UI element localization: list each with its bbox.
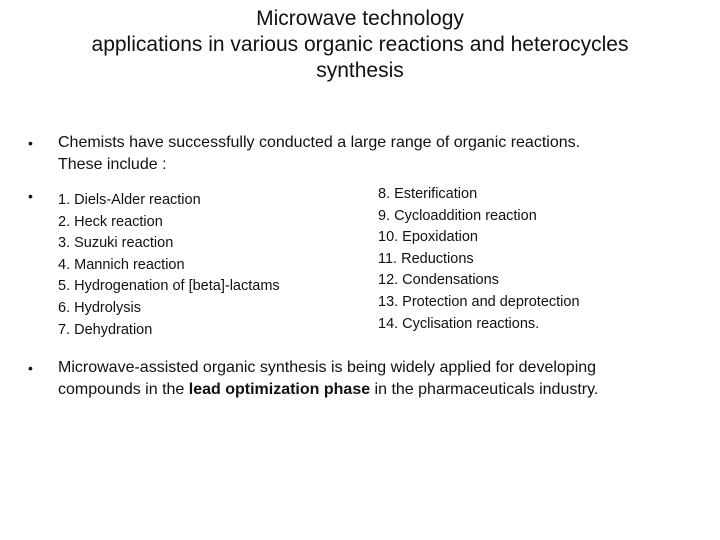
list-item: 14. Cyclisation reactions. (378, 315, 540, 332)
bullet-text-line-2: These include : (58, 156, 167, 173)
text-segment: compounds in the (58, 381, 189, 398)
reactions-list-right (378, 184, 580, 335)
reactions-list-left (58, 190, 280, 341)
title-line-1: Microwave technology (256, 7, 464, 30)
bullet-microwave-synthesis (28, 357, 698, 401)
title-line-2: applications in various organic reactions and heterocycles (91, 33, 629, 56)
bullet-icon: • (28, 135, 33, 151)
slide-title (40, 6, 680, 84)
list-item: 11. Reductions (378, 250, 474, 267)
list-item: 13. Protection and deprotection (378, 293, 580, 310)
bullet-text-line-1: Chemists have successfully conducted a large range of organic reactions. (58, 134, 581, 151)
list-item: 6. Hydrolysis (58, 299, 141, 316)
bullet-text (58, 132, 698, 176)
list-item: 4. Mannich reaction (58, 256, 185, 273)
list-item: 7. Dehydration (58, 321, 153, 338)
list-item: 2. Heck reaction (58, 213, 163, 230)
text-segment: in the pharmaceuticals industry. (370, 381, 599, 398)
bullet-text (58, 357, 698, 401)
bullet-icon: • (28, 360, 33, 376)
list-item: 1. Diels-Alder reaction (58, 192, 201, 208)
list-item: 3. Suzuki reaction (58, 235, 174, 252)
list-item: 5. Hydrogenation of [beta]-lactams (58, 278, 280, 295)
bullet-icon: • (28, 188, 33, 204)
list-item: 12. Condensations (378, 272, 499, 289)
lead-optimization-phase-emphasis: lead optimization phase (188, 381, 371, 398)
title-line-3: synthesis (316, 59, 404, 82)
list-item: 9. Cycloaddition reaction (378, 207, 537, 224)
list-item: 10. Epoxidation (378, 229, 478, 246)
bullet-text-line-2 (58, 379, 698, 401)
bullet-text-line-1: Microwave-assisted organic synthesis is being widely applied for developing (58, 359, 597, 376)
bullet-chemists (28, 132, 698, 176)
list-item: 8. Esterification (378, 186, 478, 202)
